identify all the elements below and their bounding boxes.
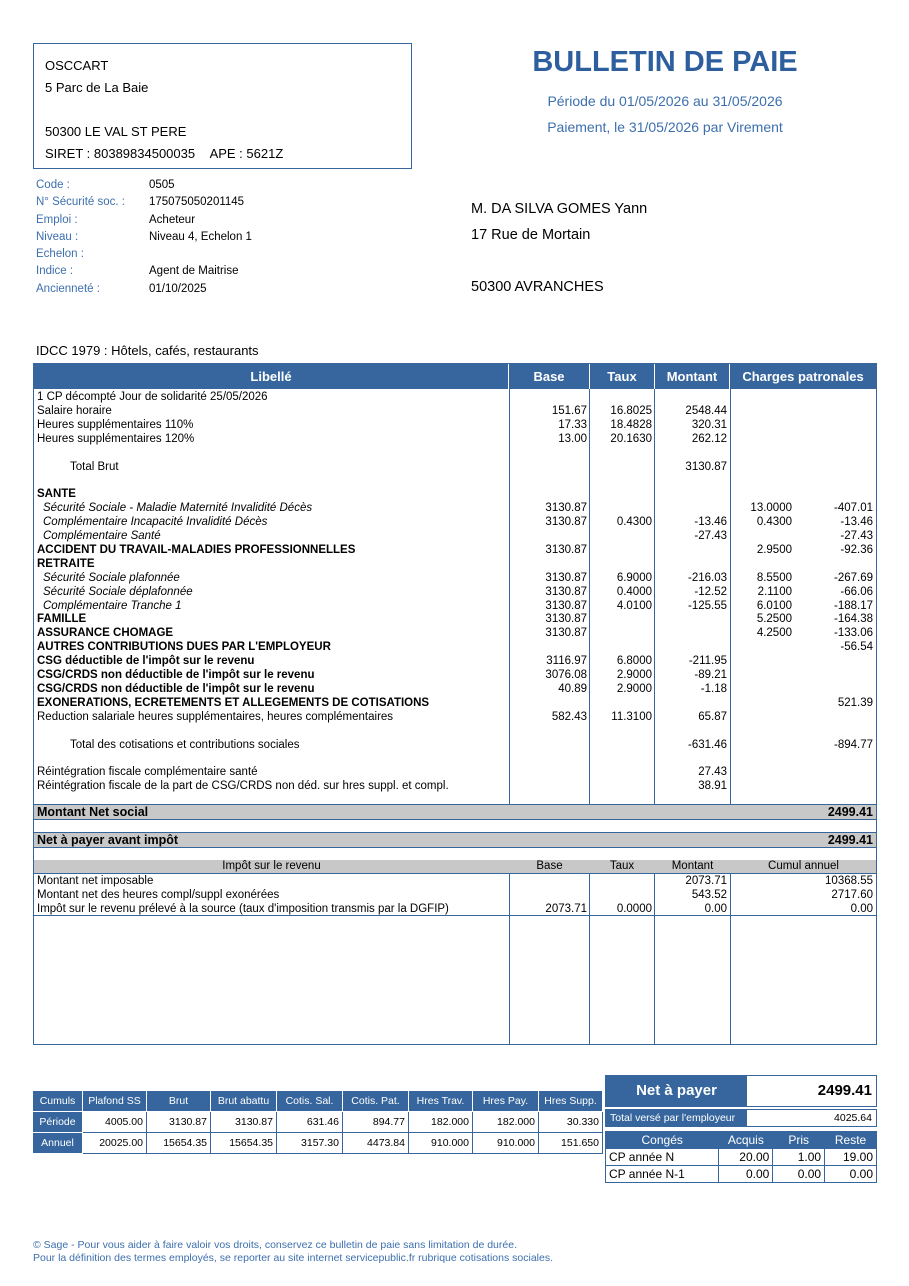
employer-address-2: 50300 LE VAL ST PERE — [45, 124, 187, 139]
row-montant: -631.46 — [687, 738, 727, 751]
table-row — [34, 696, 876, 710]
employer-box — [33, 43, 412, 169]
table-row — [34, 779, 876, 793]
table-row — [34, 640, 876, 654]
info-row — [36, 229, 252, 246]
leave-header-cell: Reste — [825, 1132, 877, 1149]
row-label: FAMILLE — [37, 613, 87, 626]
tax-row-cumul: 0.00 — [850, 903, 873, 915]
row-taux: 2.9000 — [616, 682, 652, 695]
idcc-convention: IDCC 1979 : Hôtels, cafés, restaurants — [36, 343, 259, 358]
table-row — [34, 473, 876, 487]
leave-header-cell: Acquis — [719, 1132, 773, 1149]
row-employer-rate: 6.0100 — [756, 599, 792, 612]
cumuls-cell: 20025.00 — [83, 1133, 147, 1154]
employee-name: M. DA SILVA GOMES Yann — [471, 201, 648, 217]
row-montant: 38.91 — [698, 780, 727, 793]
table-row — [34, 571, 876, 585]
table-row — [34, 765, 876, 779]
leave-cell: 20.00 — [719, 1149, 773, 1166]
row-base: 3130.87 — [545, 585, 587, 598]
total-employer-value: 4025.64 — [834, 1112, 872, 1124]
row-montant: 27.43 — [698, 766, 727, 779]
header-base: Base — [509, 364, 590, 389]
tax-row-label: Montant net imposable — [37, 875, 154, 887]
row-label: Sécurité Sociale - Maladie Maternité Invalidité Décès — [43, 502, 313, 515]
row-label: ASSURANCE CHOMAGE — [37, 627, 174, 640]
employer-name: OSCCART — [45, 58, 109, 73]
leave-cell: 0.00 — [719, 1166, 773, 1183]
cumuls-cell: 15654.35 — [147, 1133, 211, 1154]
net-social-label: Montant Net social — [37, 805, 149, 819]
header-libelle: Libellé — [34, 364, 509, 389]
row-employer-charge: -13.46 — [840, 516, 873, 529]
row-base: 3130.87 — [545, 599, 587, 612]
info-label: Echelon : — [36, 248, 84, 261]
row-taux: 6.9000 — [616, 571, 652, 584]
row-label: 1 CP décompté Jour de solidarité 25/05/2026 — [37, 391, 268, 403]
row-base: 3130.87 — [545, 516, 587, 529]
payslip-table — [33, 363, 877, 1045]
row-montant: 320.31 — [691, 418, 727, 431]
row-label: Total des cotisations et contributions sociales — [70, 738, 300, 751]
info-value: Agent de Maitrise — [149, 265, 239, 278]
tax-header-montant: Montant — [671, 860, 714, 872]
info-value: Niveau 4, Echelon 1 — [149, 230, 252, 243]
table-row — [34, 557, 876, 571]
row-montant: -211.95 — [688, 655, 727, 668]
tax-header-cumul: Cumul annuel — [768, 860, 839, 872]
cumuls-cell: 3157.30 — [277, 1133, 343, 1154]
row-label: Salaire horaire — [37, 404, 112, 417]
tax-row — [34, 902, 876, 916]
info-row — [36, 212, 252, 229]
row-label: SANTE — [37, 488, 76, 501]
table-row — [34, 501, 876, 515]
row-montant: -216.03 — [687, 571, 727, 584]
row-label: EXONERATIONS, ECRETEMENTS ET ALLEGEMENTS DE COTISATIONS — [37, 696, 430, 709]
footer-line-1: © Sage - Pour vous aider à faire valoir vos droits, conservez ce bulletin de paie sans limitation de durée. — [33, 1239, 517, 1251]
row-employer-charge: -267.69 — [833, 571, 873, 584]
row-base: 582.43 — [551, 710, 587, 723]
row-employer-charge: -164.38 — [833, 613, 873, 626]
info-row — [36, 281, 252, 298]
leave-cell: 19.00 — [825, 1149, 877, 1166]
cumuls-cell: 910.000 — [473, 1133, 539, 1154]
row-label: Réintégration fiscale complémentaire santé — [37, 766, 258, 779]
table-row — [34, 446, 876, 460]
row-label: Total Brut — [70, 460, 119, 473]
leave-cell: 1.00 — [773, 1149, 825, 1166]
row-label: ACCIDENT DU TRAVAIL-MALADIES PROFESSIONNELLES — [37, 543, 356, 556]
net-pay-box — [605, 1075, 877, 1183]
employee-address-block — [471, 196, 647, 300]
info-value: 175075050201145 — [149, 196, 245, 209]
tax-header-label: Impôt sur le revenu — [222, 860, 321, 872]
info-row — [36, 246, 252, 263]
row-employer-rate: 8.5500 — [756, 571, 792, 584]
table-row — [34, 599, 876, 613]
row-employer-rate: 2.1100 — [757, 585, 792, 598]
info-label: Code : — [36, 179, 70, 191]
row-base: 3130.87 — [545, 571, 587, 584]
info-label: N° Sécurité soc. : — [36, 196, 125, 209]
row-taux: 4.0100 — [616, 599, 652, 612]
employee-address-1: 17 Rue de Mortain — [471, 227, 591, 243]
cumuls-header-cell: Cumuls — [33, 1091, 83, 1112]
cumuls-table — [32, 1090, 603, 1154]
tax-header-taux: Taux — [609, 860, 635, 872]
row-base: 151.67 — [551, 404, 587, 417]
cumuls-row — [33, 1112, 603, 1133]
row-taux: 0.4000 — [616, 585, 652, 598]
table-row — [34, 529, 876, 543]
row-montant: 262.12 — [691, 432, 727, 445]
header-charges: Charges patronales — [742, 369, 864, 384]
net-pay-row — [605, 1075, 877, 1107]
row-label: CSG/CRDS non déductible de l'impôt sur le revenu — [37, 682, 315, 695]
row-label: Sécurité Sociale déplafonnée — [43, 585, 193, 598]
leave-row — [606, 1149, 877, 1166]
tax-header — [34, 860, 876, 873]
tax-header-base: Base — [536, 860, 563, 872]
leave-cell: 0.00 — [773, 1166, 825, 1183]
tax-row-taux: 0.0000 — [616, 903, 652, 915]
leave-row — [606, 1166, 877, 1183]
tax-row — [34, 874, 876, 888]
row-base: 13.00 — [558, 432, 587, 445]
cumuls-cell: 3130.87 — [211, 1112, 277, 1133]
tax-row-cumul: 10368.55 — [825, 875, 873, 887]
employer-address-1: 5 Parc de La Baie — [45, 80, 149, 95]
cumuls-row-label: Annuel — [33, 1133, 83, 1154]
row-employer-rate: 5.2500 — [756, 613, 792, 626]
row-label: Heures supplémentaires 110% — [37, 418, 194, 431]
employee-info — [36, 177, 252, 298]
row-montant: 3130.87 — [685, 460, 727, 473]
row-employer-rate: 2.9500 — [756, 543, 792, 556]
cumuls-cell: 894.77 — [343, 1112, 409, 1133]
table-header — [34, 364, 876, 389]
row-employer-charge: 521.39 — [837, 696, 873, 709]
row-label: Reduction salariale heures supplémentaires, heures complémentaires — [37, 710, 394, 723]
tax-row-montant: 2073.71 — [685, 875, 727, 887]
tax-row — [34, 888, 876, 902]
document-title: BULLETIN DE PAIE — [532, 46, 798, 78]
row-label: Sécurité Sociale plafonnée — [43, 571, 180, 584]
table-row — [34, 543, 876, 557]
row-employer-charge: -407.01 — [833, 502, 873, 515]
table-row — [34, 626, 876, 640]
row-employer-charge: -66.06 — [840, 585, 873, 598]
row-montant: -125.55 — [687, 599, 727, 612]
row-employer-charge: -92.36 — [840, 543, 873, 556]
tax-row-cumul: 2717.60 — [831, 889, 873, 901]
row-taux: 6.8000 — [616, 655, 652, 668]
row-montant: -1.18 — [700, 682, 727, 695]
tax-row-label: Montant net des heures compl/suppl exonérées — [37, 889, 280, 901]
row-base: 3130.87 — [545, 502, 587, 515]
employer-ape: APE : 5621Z — [209, 146, 284, 161]
cumuls-cell: 3130.87 — [147, 1112, 211, 1133]
employer-siret: SIRET : 80389834500035 — [45, 146, 196, 161]
info-value: 0505 — [149, 179, 175, 191]
payment-info: Paiement, le 31/05/2026 par Virement — [547, 119, 783, 135]
net-before-tax-row — [34, 833, 876, 847]
cumuls-row-label: Période — [33, 1112, 83, 1133]
row-label: Heures supplémentaires 120% — [37, 432, 195, 445]
row-base: 3130.87 — [545, 627, 587, 640]
table-row — [34, 418, 876, 432]
table-row — [34, 682, 876, 696]
footer — [33, 1239, 553, 1264]
row-employer-rate: 13.0000 — [750, 502, 792, 515]
cumuls-header-cell: Brut — [147, 1091, 211, 1112]
leave-table — [605, 1131, 877, 1183]
row-label: Complémentaire Incapacité Invalidité Décès — [43, 516, 268, 529]
employee-address-2: 50300 AVRANCHES — [471, 279, 604, 295]
employer-ids — [45, 143, 400, 165]
row-base: 3130.87 — [545, 543, 587, 556]
cumuls-header-row — [33, 1091, 603, 1112]
row-taux: 18.4828 — [610, 418, 652, 431]
row-montant: -13.46 — [694, 516, 727, 529]
table-row — [34, 738, 876, 752]
leave-row-label: CP année N-1 — [606, 1166, 719, 1183]
tax-row-montant: 0.00 — [704, 903, 727, 915]
cumuls-cell: 151.650 — [539, 1133, 603, 1154]
cumuls-row — [33, 1133, 603, 1154]
info-value: 01/10/2025 — [149, 282, 207, 295]
net-before-tax-value: 2499.41 — [827, 833, 873, 847]
footer-line-2: Pour la définition des termes employés, se reporter au site internet servicepublic.fr rubrique cotisations sociales. — [33, 1251, 554, 1264]
row-employer-rate: 4.2500 — [756, 627, 792, 640]
table-row — [34, 751, 876, 765]
table-row — [34, 487, 876, 501]
header-montant: Montant — [655, 364, 730, 389]
tax-row-montant: 543.52 — [691, 889, 727, 901]
row-montant: -89.21 — [694, 669, 727, 681]
row-taux: 11.3100 — [611, 710, 652, 723]
cumuls-cell: 910.000 — [409, 1133, 473, 1154]
table-row — [34, 612, 876, 626]
leave-header-row — [606, 1132, 877, 1149]
table-row — [34, 515, 876, 529]
cumuls-cell: 182.000 — [409, 1112, 473, 1133]
cumuls-header-cell: Hres Trav. — [409, 1091, 473, 1112]
total-employer-row — [605, 1109, 877, 1127]
table-row — [34, 710, 876, 724]
cumuls-header-cell: Hres Supp. — [539, 1091, 603, 1112]
table-row — [34, 460, 876, 474]
row-taux: 20.1630 — [610, 432, 652, 445]
row-base: 3076.08 — [545, 669, 587, 681]
net-social-value: 2499.41 — [827, 805, 873, 819]
table-row — [34, 390, 876, 404]
row-employer-rate: 0.4300 — [756, 516, 792, 529]
row-employer-charge: -133.06 — [833, 627, 873, 640]
leave-header-cell: Pris — [773, 1132, 825, 1149]
info-row — [36, 263, 252, 280]
table-row — [34, 724, 876, 738]
row-employer-charge: -894.77 — [833, 738, 873, 751]
row-taux: 2.9000 — [616, 669, 652, 681]
row-label: CSG déductible de l'impôt sur le revenu — [37, 655, 255, 668]
cumuls-header-cell: Cotis. Sal. — [277, 1091, 343, 1112]
row-label: RETRAITE — [37, 557, 95, 570]
row-label: Complémentaire Santé — [43, 530, 161, 542]
row-label: AUTRES CONTRIBUTIONS DUES PAR L'EMPLOYEUR — [37, 641, 331, 654]
net-before-tax-label: Net à payer avant impôt — [37, 833, 179, 847]
table-row — [34, 432, 876, 446]
row-label: Réintégration fiscale de la part de CSG/CRDS non déd. sur hres suppl. et compl. — [37, 780, 449, 793]
row-taux: 0.4300 — [616, 516, 652, 529]
header-taux: Taux — [590, 364, 655, 389]
row-label: CSG/CRDS non déductible de l'impôt sur le revenu — [37, 669, 315, 681]
row-base: 3116.97 — [546, 655, 587, 668]
cumuls-cell: 631.46 — [277, 1112, 343, 1133]
cumuls-cell: 15654.35 — [211, 1133, 277, 1154]
info-label: Niveau : — [36, 230, 79, 243]
cumuls-header-cell: Brut abattu — [211, 1091, 277, 1112]
leave-row-label: CP année N — [606, 1149, 719, 1166]
cumuls-cell: 30.330 — [539, 1112, 603, 1133]
info-row — [36, 194, 252, 211]
row-employer-charge: -56.54 — [840, 641, 873, 654]
row-taux: 16.8025 — [610, 404, 652, 417]
table-row — [34, 668, 876, 682]
row-base: 3130.87 — [545, 613, 587, 626]
cumuls-cell: 182.000 — [473, 1112, 539, 1133]
cumuls-header-cell: Cotis. Pat. — [343, 1091, 409, 1112]
leave-cell: 0.00 — [825, 1166, 877, 1183]
info-label: Emploi : — [36, 213, 78, 226]
total-employer-label: Total versé par l'employeur — [606, 1110, 747, 1126]
tax-row-label: Impôt sur le revenu prélevé à la source (taux d'imposition transmis par la DGFIP) — [37, 903, 449, 915]
row-base: 17.33 — [558, 418, 587, 431]
row-montant: 2548.44 — [685, 404, 727, 417]
row-montant: 65.87 — [698, 710, 727, 723]
row-employer-charge: -188.17 — [833, 599, 873, 612]
row-montant: -12.52 — [694, 585, 727, 598]
leave-header-cell: Congés — [606, 1132, 719, 1149]
table-row — [34, 654, 876, 668]
cumuls-header-cell: Plafond SS — [83, 1091, 147, 1112]
row-montant: -27.43 — [694, 530, 727, 542]
info-value: Acheteur — [149, 213, 196, 226]
table-row — [34, 585, 876, 599]
net-pay-value: 2499.41 — [817, 1082, 872, 1099]
cumuls-cell: 4005.00 — [83, 1112, 147, 1133]
cumuls-header-cell: Hres Pay. — [473, 1091, 539, 1112]
cumuls-cell: 4473.84 — [343, 1133, 409, 1154]
row-employer-charge: -27.43 — [840, 530, 873, 542]
row-label: Complémentaire Tranche 1 — [43, 599, 182, 612]
info-label: Ancienneté : — [36, 282, 100, 295]
net-social-row — [34, 805, 876, 819]
info-label: Indice : — [36, 265, 74, 278]
info-row — [36, 177, 252, 194]
tax-row-base: 2073.71 — [545, 903, 587, 915]
net-pay-label: Net à payer — [606, 1076, 747, 1106]
table-row — [34, 404, 876, 418]
pay-period: Période du 01/05/2026 au 31/05/2026 — [547, 93, 783, 109]
row-base: 40.89 — [558, 682, 587, 695]
